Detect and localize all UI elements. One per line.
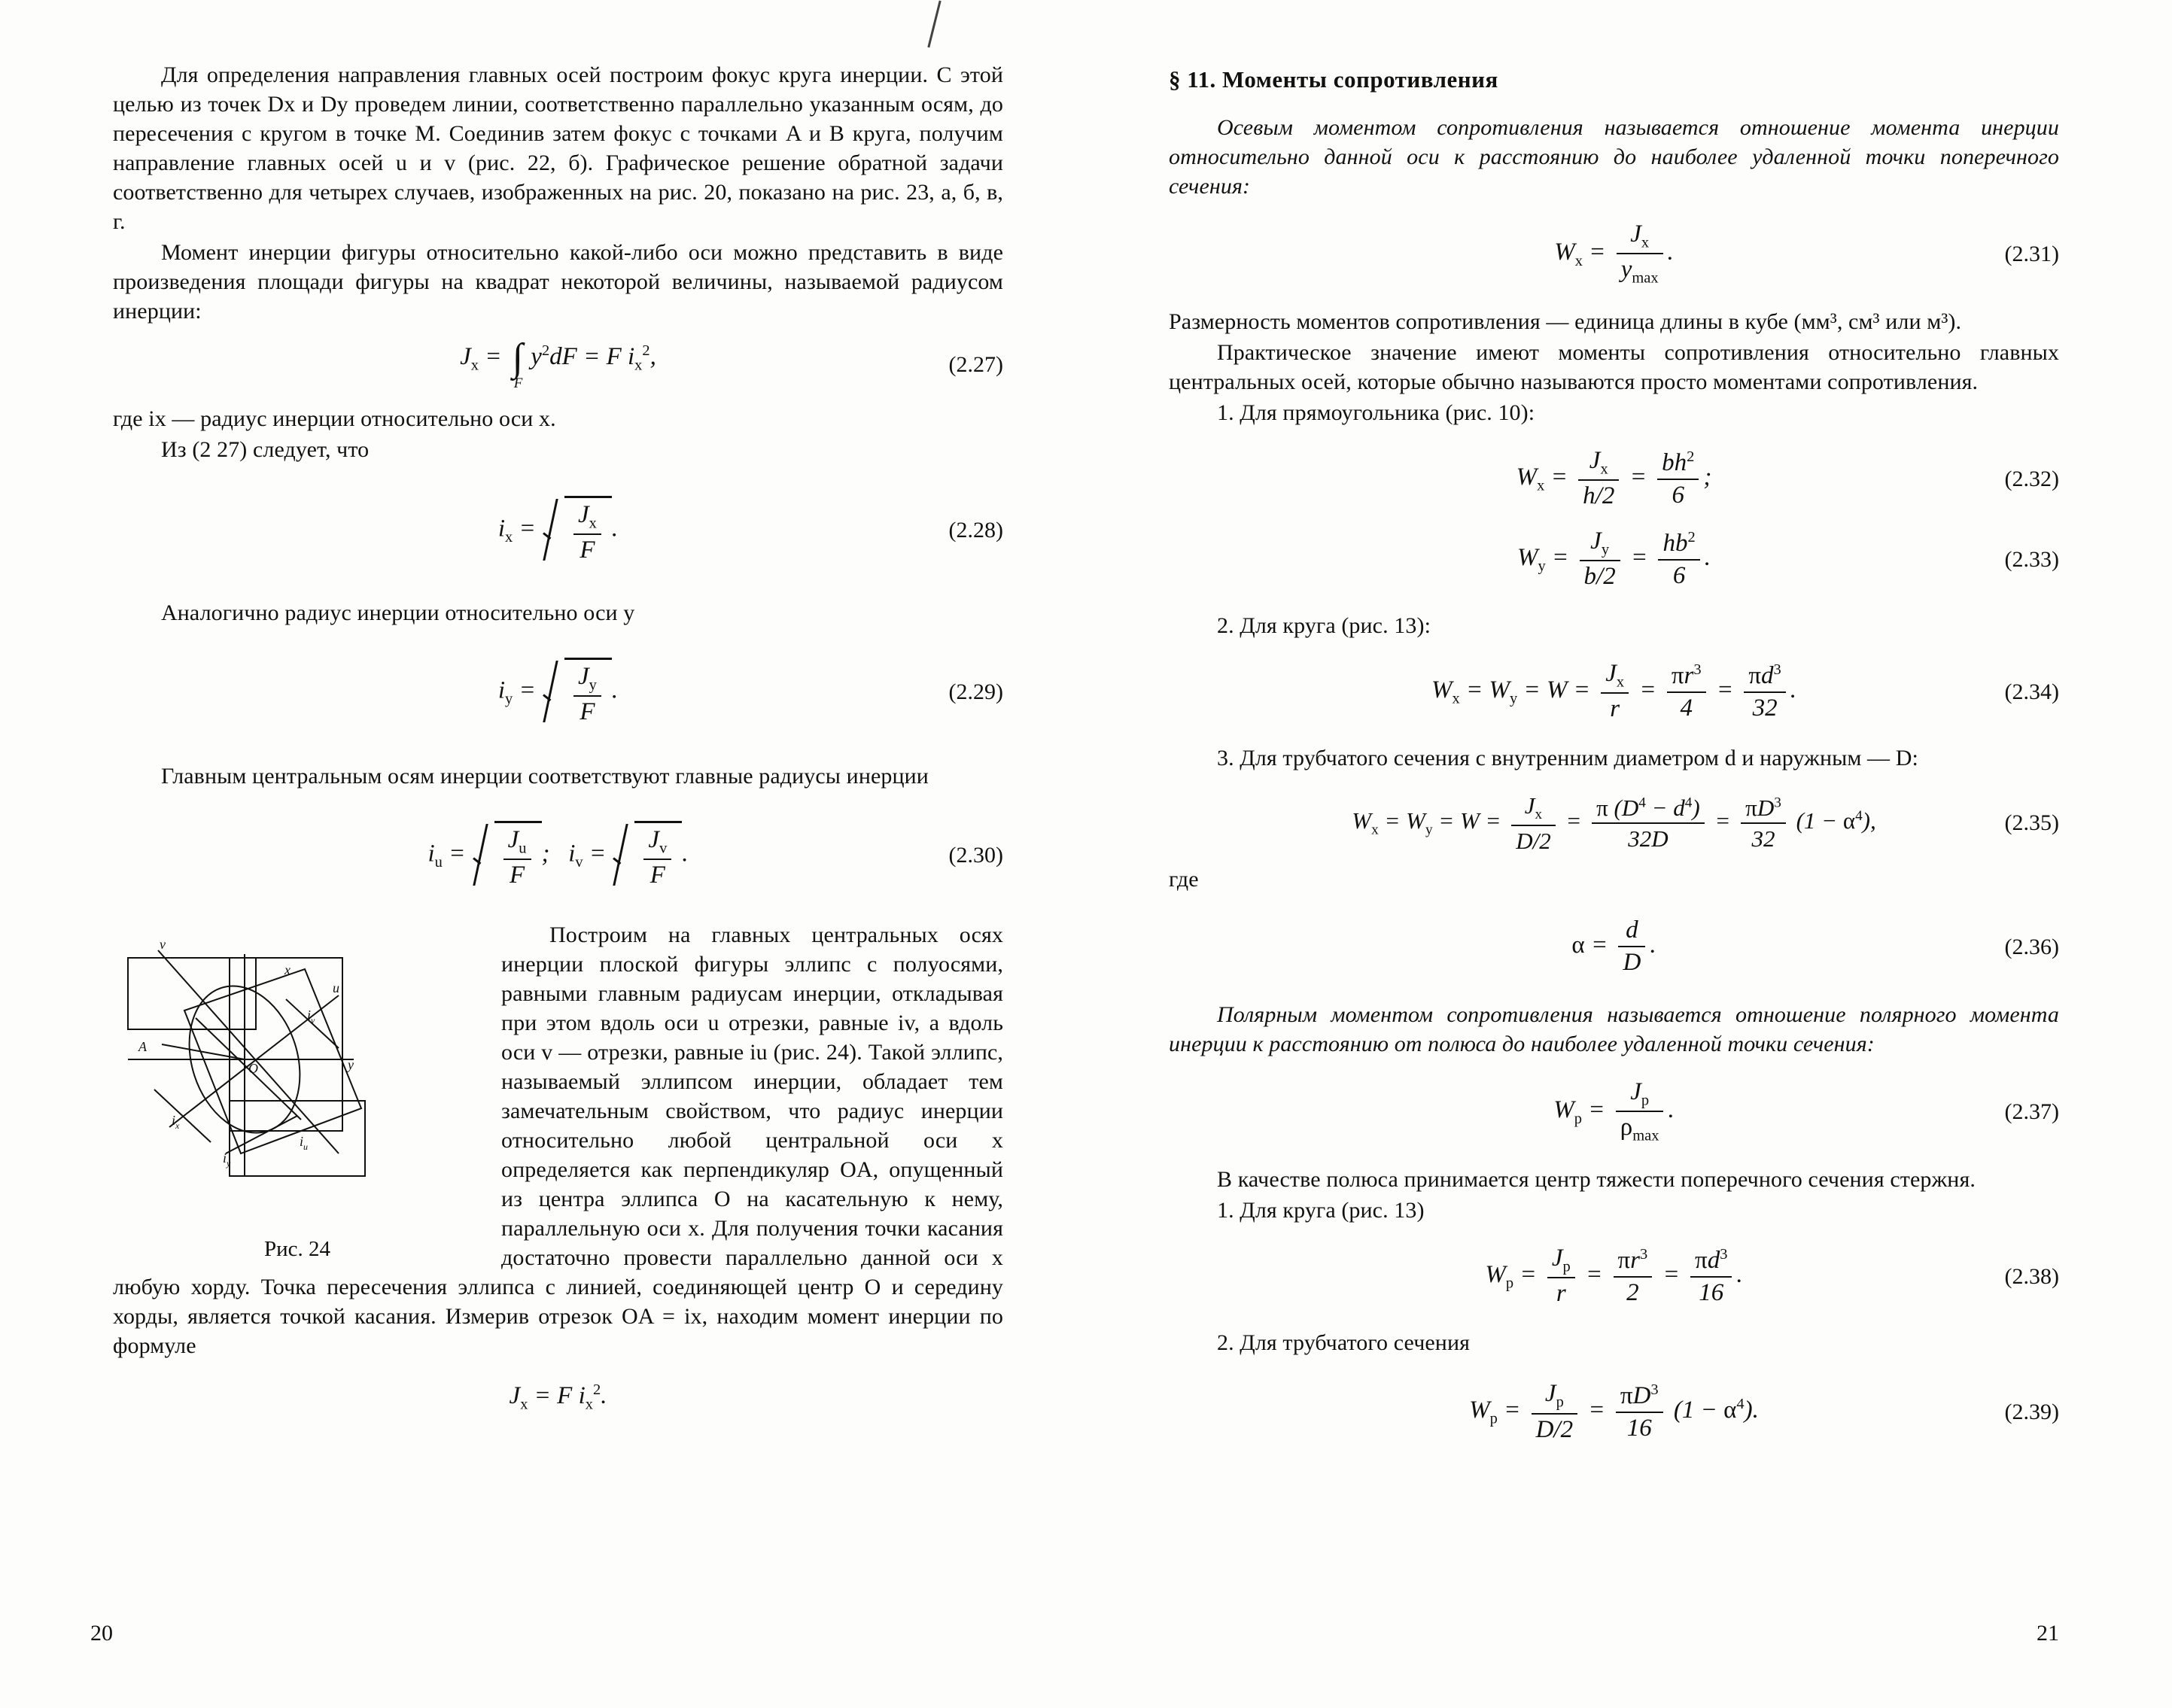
equation-2-37 (1169, 1078, 2059, 1145)
equation-number: (2.31) (2004, 241, 2059, 266)
equation-2-29 (113, 658, 1003, 727)
inertia-ellipse-diagram (113, 928, 482, 1229)
paragraph-1: Для определения направления главных осей построим фокус круга инерции. С этой целью из точек Dx и Dy проведем линии, соответственно параллельно указанным осям, до пересечения с кругом в точке M. Соединив затем фокус с точками A и B круга, получим направление главных осей u и v (рис. 22, б). Графическое решение обратной задачи соответственно для четырех случаев, изображенных на рис. 20, показано на рис. 23, а, б, в, г. (113, 62, 1003, 234)
figure-24 (113, 928, 482, 1262)
equation-number: (2.28) (948, 518, 1003, 543)
equation-2-38-body: $W_p$ = $\frac{J_p}{r}$ = $\frac{\pi r^3}{2}$ = $\frac{\pi d^3}{16}$ . (1485, 1245, 1743, 1308)
equation-number: (2.29) (948, 679, 1003, 705)
label-x: x (284, 962, 291, 978)
section-title: § 11. Моменты сопротивления (1169, 66, 1498, 93)
equation-2-32-body: $W_x$ = $\frac{J_x}{h/2}$ = $\frac{bh^2}{6}$ ; (1516, 447, 1712, 510)
label-iy: $i_y$ (223, 1150, 231, 1169)
label-iv: $i_v$ (307, 1007, 315, 1026)
item-1-rectangle: 1. Для прямоугольника (рис. 10): (1217, 400, 1535, 426)
equation-2-35 (1169, 792, 2059, 854)
equation-number: (2.27) (948, 352, 1003, 377)
equation-2-38 (1169, 1245, 2059, 1308)
ellipse-paragraph: Построим на главных центральных осях инерции плоской фигуры эллипс с полуосями, равными главным радиусам инерции, откладывая при этом вдоль оси u отрезки, равные iv, а вдоль оси v — отрезки, равные iu (рис. 24). Такой эллипс, называемый эллипсом инерции, обладает тем замечательным свойством, что радиус инерции относительно любой центральной оси x определяется как перпендикуляр OA, опущенный из центра эллипса O на касательную к нему, параллельную оси x. Для получения точки касания достаточно провести параллельно данной оси x любую хорду. Точка пересечения эллипса с линией, соединяющей центр O и середину хорды, является точкой касания. Измерив отрезок OA = ix, находим момент инерции по формуле (113, 922, 1003, 1359)
item-2-circle: 2. Для круга (рис. 13): (1217, 613, 1431, 639)
equation-2-30-body: $i_u$ = $\frac{J_u}{F}$ ; $i_v$ = $\frac{J_v}{F}$ . (113, 821, 1003, 890)
equation-2-27-body: $J_x$ = ∫ F $y^2dF = F$ $i_x^2$, (460, 336, 656, 392)
label-ix: $i_x$ (172, 1113, 180, 1132)
equation-number: (2.30) (948, 843, 1003, 868)
label-y: y (348, 1057, 354, 1073)
equation-2-29-body: $i_y$ = $\frac{J_y}{F}$ . (113, 658, 1003, 727)
equation-2-32 (1169, 447, 2059, 511)
right-page (1086, 45, 2172, 1663)
definition-axial: Осевым моментом сопротивления называется отношение момента инерции относительно данной оси к расстоянию до наиболее удаленной точки поперечного сечения: (1169, 115, 2059, 199)
equation-jx-final (113, 1381, 1003, 1427)
label-A: A (138, 1039, 147, 1055)
equation-2-39-body: $W_p$ = $\frac{J_p}{D/2}$ = $\frac{\pi D^3}{16}$ $(1 - \alpha^4)$. (1469, 1380, 1759, 1443)
equation-number: (2.33) (2004, 546, 2059, 572)
paragraph-2: Момент инерции фигуры относительно какой-либо оси можно представить в виде произведения площади фигуры на квадрат некоторой величины, называемой радиусом инерции: (113, 240, 1003, 324)
equation-number: (2.36) (2004, 934, 2059, 959)
equation-2-34 (1169, 660, 2059, 724)
equation-2-33 (1169, 527, 2059, 591)
pole-text: В качестве полюса принимается центр тяжести поперечного сечения стержня. (1217, 1167, 1976, 1193)
equation-2-33-body: $W_y$ = $\frac{J_y}{b/2}$ = $\frac{hb^2}{6}$ . (1517, 527, 1711, 591)
equation-2-31-body: $W_x$ = $\frac{J_x}{y_{max}}$ . (1554, 220, 1674, 287)
practical-text: Практическое значение имеют моменты сопротивления относительно главных центральных осей, которые обычно называются просто моментами сопротивления. (1169, 340, 2059, 395)
item-3-tube: 3. Для трубчатого сечения с внутренним диаметром d и наружным — D: (1217, 746, 1918, 771)
equation-2-34-body: $W_x = W_y = W$ = $\frac{J_x}{r}$ = $\frac{\pi r^3}{4}$ = $\frac{\pi d^3}{32}$ . (1431, 660, 1797, 723)
label-O: O (248, 1061, 258, 1077)
where-label: где (1169, 867, 1199, 892)
equation-2-27 (113, 336, 1003, 392)
equation-2-28 (113, 496, 1003, 565)
before-229-text: Аналогично радиус инерции относительно оси y (161, 600, 635, 626)
page-number-left: 20 (90, 1621, 113, 1646)
after-227-text: где ix — радиус инерции относительно оси x. (113, 406, 556, 431)
equation-number: (2.39) (2004, 1399, 2059, 1424)
two-page-spread (0, 45, 2172, 1663)
equation-2-37-body: $W_p$ = $\frac{J_p}{\rho_{max}}$ . (1553, 1078, 1675, 1144)
item-1b-circle: 1. Для круга (рис. 13) (1217, 1198, 1425, 1223)
before-230-text: Главным центральным осям инерции соответствуют главные радиусы инерции (161, 764, 929, 789)
item-2b-tube: 2. Для трубчатого сечения (1217, 1330, 1471, 1356)
label-v: v (160, 937, 166, 953)
equation-number: (2.32) (2004, 466, 2059, 491)
equation-number: (2.35) (2004, 810, 2059, 836)
equation-2-30 (113, 821, 1003, 890)
dimension-text: Размерность моментов сопротивления — единица длины в кубе (мм³, см³ или м³). (1169, 309, 1962, 335)
equation-number: (2.34) (2004, 679, 2059, 704)
equation-jx-final-body: $J_x = F$ $i_x^2$. (509, 1381, 607, 1413)
equation-number: (2.37) (2004, 1099, 2059, 1124)
equation-2-35-body: $W_x = W_y = W$ = $\frac{J_x}{D/2}$ = $\frac{\pi (D^4 - d^4)}{32D}$ = $\frac{\pi D^3}{32}$ $(1 - \alpha^4)$, (1352, 792, 1876, 854)
equation-2-36 (1169, 916, 2059, 977)
stray-pen-mark (927, 1, 941, 48)
equation-2-28-body: $i_x$ = $\frac{J_x}{F}$ . (113, 496, 1003, 565)
label-iu: $i_u$ (300, 1134, 309, 1153)
left-page (0, 45, 1086, 1663)
figure-caption: Рис. 24 (263, 1237, 331, 1262)
after-227-text-b: Из (2 27) следует, что (161, 437, 370, 462)
definition-polar: Полярным моментом сопротивления называется отношение полярного момента инерции к расстоянию от полюса до наиболее удаленной точки сечения: (1169, 1002, 2059, 1057)
equation-number: (2.38) (2004, 1263, 2059, 1289)
equation-2-31 (1169, 220, 2059, 287)
equation-2-36-body: α = $\frac{d}{D}$ . (1571, 916, 1656, 977)
equation-2-39 (1169, 1380, 2059, 1444)
page-number-right: 21 (2037, 1621, 2059, 1646)
label-u: u (333, 980, 339, 996)
